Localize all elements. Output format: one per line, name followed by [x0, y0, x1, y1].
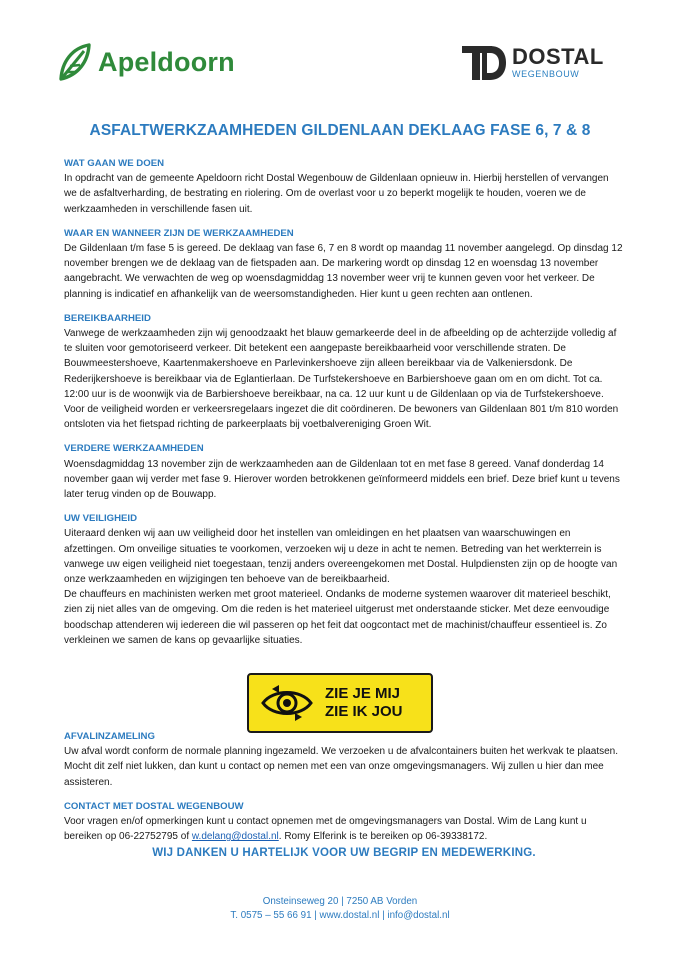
section-text: De Gildenlaan t/m fase 5 is gereed. De deklaag van fase 6, 7 en 8 wordt op maandag 11 november aangelegd. Op dinsdag 12 november brengen we de deklaag van de fietspaden aan. De markering wordt op dinsdag 12 en woensdag 13 november aangebracht. We verwachten de weg op woensdagmiddag 13 november weer vrij te kunnen geven voor het verkeer. De planning is indicatief en afhankelijk van de weersomstandigheden. Hier kunt u geen rechten aan ontlenen. [64, 243, 623, 300]
section-contact [64, 799, 624, 845]
apeldoorn-logo [58, 42, 235, 82]
section-waste [64, 729, 624, 790]
email-link[interactable]: w.delang@dostal.nl [191, 831, 279, 843]
section-where-when [64, 226, 624, 302]
section-text: Vanwege de werkzaamheden zijn wij genoodzaakt het blauw gemarkeerde deel in de afbeelding op de achterzijde volledig af te sluiten voor gemotoriseerd verkeer. Dit betekent een aangepaste bereikbaarheid voor verschillende straten. De Bouwmeestershoeve, Kaartenmakershoeve en Parlevinkershoeve zijn alleen bereikbaar via de Valkeniersdonk. De Rederijkershoeve is bereikbaar via de Eglantierlaan. De Turfstekershoeve en Barbiershoeve gaan om en om dicht. Tot ca. 12:00 uur is de woonwijk via de Barbiershoeve bereikbaar, na ca. 12 uur kunt u de Gildenlaan op via de Turfstekershoeve. Voor de veiligheid worden er verkeersregelaars ingezet die dit coördineren. De bewoners van Gildenlaan 801 t/m 810 worden ontsloten via het fietspad richting de parkeerplaats bij voetbalvereniging Groen Wit. [64, 328, 619, 431]
letterhead [0, 0, 680, 110]
section-heading: WAAR EN WANNEER ZIJN DE WERKZAAMHEDEN [64, 227, 294, 239]
section-heading: WAT GAAN WE DOEN [64, 158, 165, 169]
document-body [64, 156, 624, 657]
section-text [64, 814, 624, 844]
sticker-line-1: ZIE JE MIJ [325, 685, 401, 702]
section-text: In opdracht van de gemeente Apeldoorn richt Dostal Wegenbouw de Gildenlaan opnieuw in. Hierbij herstellen of vervangen we de asfaltverharding, de bestrating en riolering. Om de overlast voor u zo beperkt mogelijk te houden, voeren we de werkzaamheden in verschillende fasen uit. [64, 173, 609, 215]
dostal-logo-sub: WEGENBOUW [512, 68, 580, 79]
dostal-mark-icon [460, 40, 508, 84]
section-further-work [64, 441, 624, 502]
section-accessibility [64, 311, 624, 433]
contact-text-before: Voor vragen en/of opmerkingen kunt u contact opnemen met de omgevingsmanagers van Dostal. Wim de Lang kunt u bereiken op 06-22752795 of [64, 816, 587, 843]
section-heading: UW VEILIGHEID [64, 513, 138, 525]
eye-arrows-icon [259, 683, 315, 723]
section-heading: CONTACT MET DOSTAL WEGENBOUW [64, 800, 244, 812]
safety-sticker [247, 673, 437, 737]
section-text: Uw afval wordt conform de normale planning ingezameld. We verzoeken u de afvalcontainers buiten het werkvak te plaatsen. Mocht dit zelf niet lukken, dan kunt u contact op nemen met een van onze omgevingsmanagers. Wij zullen u hier dan mee assisteren. [64, 746, 619, 788]
section-safety [64, 511, 624, 648]
section-heading: VERDERE WERKZAAMHEDEN [64, 443, 204, 455]
thanks-line: WIJ DANKEN U HARTELIJK VOOR UW BEGRIP EN MEDEWERKING. [152, 847, 536, 860]
page-title: ASFALTWERKZAAMHEDEN GILDENLAAN DEKLAAG FASE 6, 7 & 8 [89, 122, 591, 139]
section-what [64, 156, 624, 217]
contact-text-after: . Romy Elferink is te bereiken op 06-39338172. [278, 831, 488, 843]
leaf-icon [58, 42, 92, 82]
dostal-logo-name: DOSTAL [512, 43, 604, 69]
document-body-lower [64, 729, 624, 862]
apeldoorn-logo-text: Apeldoorn [98, 46, 235, 77]
footer [0, 895, 680, 923]
section-heading: BEREIKBAARHEID [64, 312, 151, 324]
section-heading: AFVALINZAMELING [64, 731, 155, 742]
section-text: Woensdagmiddag 13 november zijn de werkzaamheden aan de Gildenlaan tot en met fase 8 gereed. Vanaf donderdag 14 november gaan wij verder met fase 9. Hierover worden betrokkenen geïnformeerd middels een brief. Deze brief kunt u tevens later terug vinden op de Bouwapp. [64, 458, 620, 501]
section-text: Uiteraard denken wij aan uw veiligheid door het instellen van omleidingen en het plaatsen van waarschuwingen en afzettingen. Om onveilige situaties te voorkomen, verzoeken wij u deze in acht te nemen. Betreding van het werkterrein is vanwege uw eigen veiligheid niet toegestaan, tenzij anders overeengekomen met Dostal. Hulpdiensten zijn op de hoogte van onze werkzaamheden en wijzigingen ten behoeve van de bereikbaarheid. [64, 528, 618, 586]
footer-address: Onsteinseweg 20 | 7250 AB Vorden [262, 896, 418, 907]
sticker-line-2: ZIE IK JOU [325, 703, 403, 720]
footer-contact: T. 0575 – 55 66 91 | www.dostal.nl | info@dostal.nl [230, 910, 450, 921]
section-text-continued: De chauffeurs en machinisten werken met groot materieel. Ondanks de moderne systemen waarover dit materieel beschikt, zien zij niet alles van de omgeving. Om die reden is het materieel uitgerust met onderstaande sticker. Met deze eenvoudige boodschap attenderen wij iedereen die wil passeren op het feit dat oogcontact met de machinist/chauffeur essentieel is. Zo verkleinen we samen de kans op gevaarlijke situaties. [64, 589, 611, 646]
dostal-logo [460, 40, 604, 84]
